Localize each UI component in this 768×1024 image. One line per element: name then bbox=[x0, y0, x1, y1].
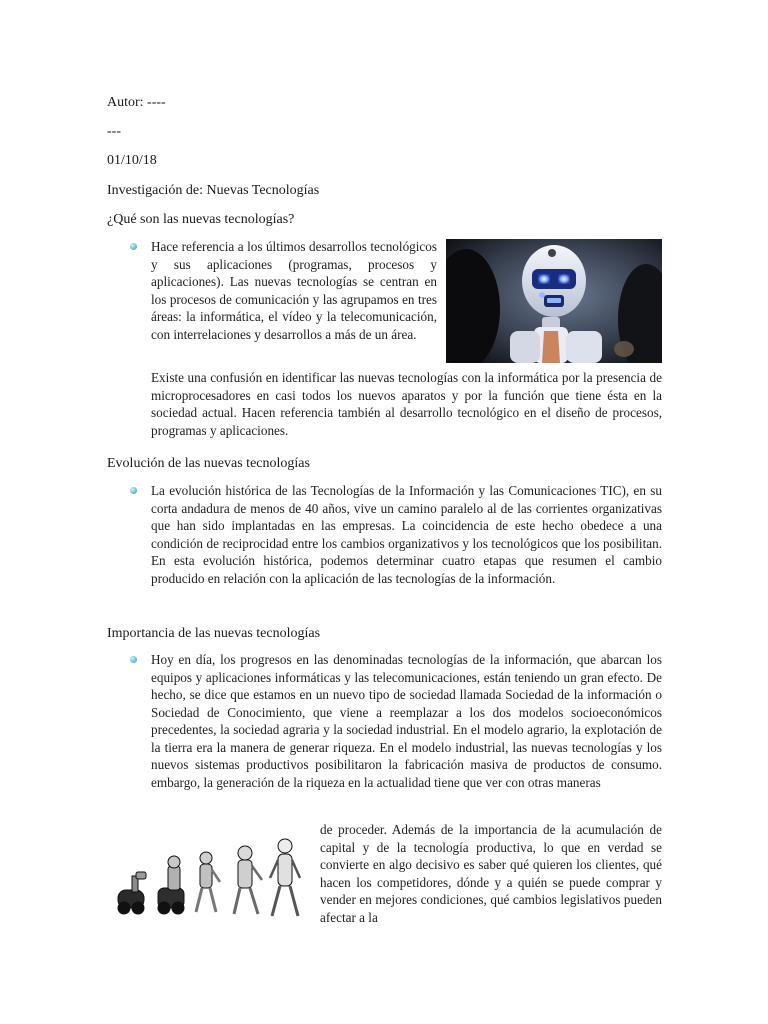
robot-evolution-image bbox=[112, 828, 312, 922]
bullet-paragraph-importance: Hoy en día, los progresos en las denominadas tecnologías de la información, que abarcan los equipos y aplicaciones informáticas y las telecomunicaciones, están teniendo un gran efecto. De hecho, se dice que estamos en un nuevo tipo de sociedad llamada Sociedad de la información o Sociedad de Conocimiento, que viene a reemplazar a los dos modelos socioeconómicos precedentes, la sociedad agraria y la sociedad industrial. En el modelo agrario, la explotación de la tierra era la manera de generar riqueza. En el modelo industrial, las nuevas tecnologías y los nuevos sistemas productivos posibilitaron la fabricación masiva de productos de consumo. embargo, la generación de la riqueza en la actualidad tiene que ver con otras maneras bbox=[151, 652, 662, 790]
bullet-icon bbox=[130, 656, 137, 663]
bullet-icon bbox=[130, 243, 137, 250]
wrap-paragraph-importance: de proceder. Además de la importancia de la acumulación de capital y de la tecnología productiva, lo que en verdad se convierte en algo decisivo es saber qué quieren los clientes, qué hacen los competidores, dónde y a quién se puede comprar y vender en mejores condiciones, qué cambios legislativos pueden afectar a la bbox=[320, 822, 662, 925]
section-heading-evolution: Evolución de las nuevas tecnologías bbox=[107, 456, 310, 471]
section-heading-importance: Importancia de las nuevas tecnologías bbox=[107, 626, 321, 641]
section-heading-what: ¿Qué son las nuevas tecnologías? bbox=[107, 212, 295, 227]
author-line: Autor: ---- bbox=[107, 95, 166, 110]
bullet-paragraph-what: Hace referencia a los últimos desarrollos tecnológicos y sus aplicaciones (programas, procesos y aplicaciones). Las nuevas tecnologías se centran en los procesos de comunicación y las agrupamos en tres áreas: la informática, el vídeo y la telecomunicación, con interrelaciones y desarrollos a más de un área. bbox=[151, 239, 437, 342]
separator-line: --- bbox=[107, 124, 121, 139]
robot-photo bbox=[446, 239, 662, 363]
date-line: 01/10/18 bbox=[107, 153, 157, 168]
research-line: Investigación de: Nuevas Tecnologías bbox=[107, 183, 320, 198]
bullet-icon bbox=[130, 487, 137, 494]
bullet-paragraph-evolution: La evolución histórica de las Tecnologías de la Información y las Comunicaciones TIC), en su corta andadura de menos de 40 años, vive un camino paralelo al de las corrientes organizativas que han sido implantadas en las empresas. La coincidencia de este hecho obedece a una condición de reciprocidad entre los cambios organizativos y los tecnológicos que los posibilitan. En esta evolución histórica, podemos determinar cuatro etapas que resumen el cambio producido en relación con la aplicación de las tecnologías de la información. bbox=[151, 483, 662, 586]
continuation-paragraph-what: Existe una confusión en identificar las nuevas tecnologías con la informática por la presencia de microprocesadores en casi todos los nuevos aparatos y por la función que tiene ésta en la sociedad actual. Hacen referencia también al desarrollo tecnológico en el diseño de procesos, programas y aplicaciones. bbox=[151, 370, 662, 438]
